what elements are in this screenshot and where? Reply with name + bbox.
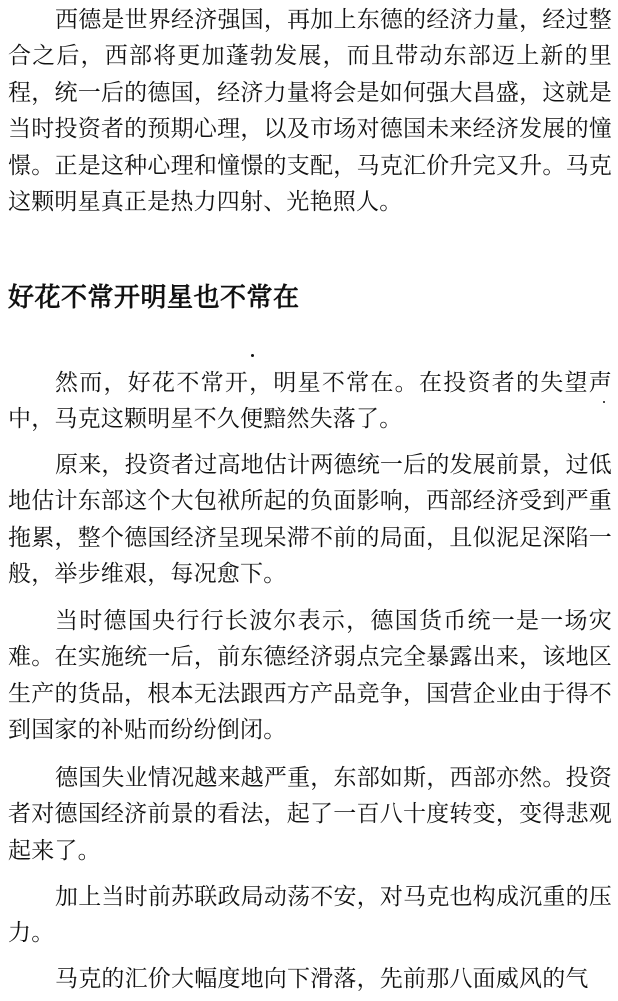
- paragraph-5: 德国失业情况越来越严重，东部如斯，西部亦然。投资者对德国经济前景的看法，起了一百八十度转变，变得悲观起来了。: [8, 765, 612, 864]
- print-speck: [251, 354, 254, 357]
- paragraph-4: 当时德国央行行长波尔表示，德国货币统一是一场灾难。在实施统一后，前东德经济弱点完全暴露出来，该地区生产的货品，根本无法跟西方产品竞争，国营企业由于得不到国家的补贴而纷纷倒闭。: [8, 608, 612, 744]
- paragraph-2: 然而，好花不常开，明星不常在。在投资者的失望声中，马克这颗明星不久便黯然失落了。: [8, 370, 612, 433]
- section-heading: 好花不常开明星也不常在: [8, 283, 300, 313]
- paragraph-1: 西德是世界经济强国，再加上东德的经济力量，经过整合之后，西部将更加蓬勃发展，而且带动东部迈上新的里程，统一后的德国，经济力量将会是如何强大昌盛，这就是当时投资者的预期心理，以及市场对德国未来经济发展的憧憬。正是这种心理和憧憬的支配，马克汇价升完又升。马克这颗明星真正是热力四射、光艳照人。: [8, 7, 612, 216]
- paragraph-6: 加上当时前苏联政局动荡不安，对马克也构成沉重的压力。: [8, 884, 612, 947]
- paragraph-7: 马克的汇价大幅度地向下滑落，先前那八面威风的气: [55, 966, 589, 992]
- paragraph-3: 原来，投资者过高地估计两德统一后的发展前景，过低地估计东部这个大包袱所起的负面影响，西部经济受到严重拖累，整个德国经济呈现呆滞不前的局面，且似泥足深陷一般，举步维艰，每况愈下。: [8, 452, 612, 588]
